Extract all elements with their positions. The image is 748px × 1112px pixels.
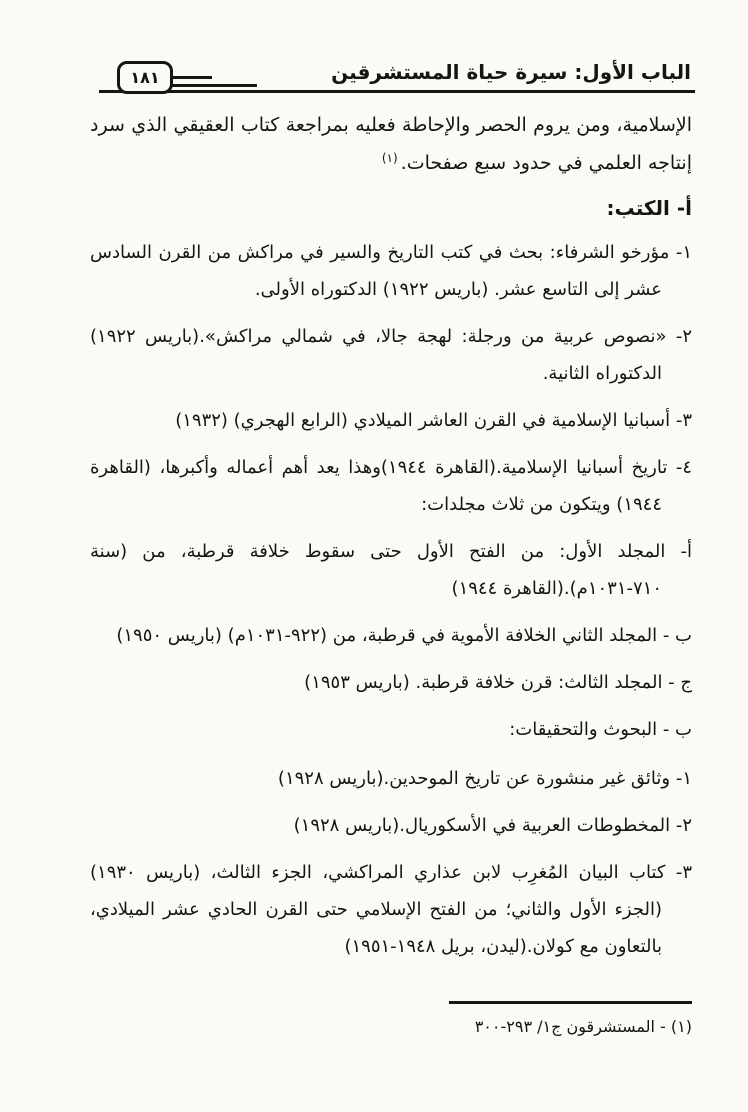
chapter-title: الباب الأول: سيرة حياة المستشرقين	[331, 60, 691, 84]
bibliography-entry-4c: ج - المجلد الثالث: قرن خلافة قرطبة. (باريس ١٩٥٣)	[304, 672, 692, 693]
header-rule	[99, 90, 695, 93]
page-number-badge	[117, 61, 173, 94]
bibliography-entry-3: ٣- أسبانيا الإسلامية في القرن العاشر الميلادي (الرابع الهجري) (١٩٣٢)	[175, 410, 692, 431]
footnote-text: (١) - المستشرقون ج١/ ٢٩٣-٣٠٠	[474, 1017, 692, 1036]
bibliography-entry-4a: أ- المجلد الأول: من الفتح الأول حتى سقوط خلافة قرطبة، من (سنة ٧١٠-١٠٣١م).(القاهرة ١٩٤٤)	[90, 541, 692, 599]
page-number: ١٨١	[130, 68, 160, 87]
footnote-separator	[449, 1001, 692, 1004]
bibliography-entry-4b: ب - المجلد الثاني الخلافة الأموية في قرطبة، من (٩٢٢-١٠٣١م) (باريس ١٩٥٠)	[116, 625, 692, 646]
footnote-ref: (١)	[381, 150, 398, 165]
bibliography-entry-b1: ١- وثائق غير منشورة عن تاريخ الموحدين.(باريس ١٩٢٨)	[277, 768, 692, 789]
section-a-heading: أ- الكتب:	[606, 196, 692, 220]
header-tick-line	[171, 76, 212, 79]
intro-paragraph	[90, 106, 692, 182]
section-b-heading: ب - البحوث والتحقيقات:	[509, 719, 692, 740]
intro-text: الإسلامية، ومن يروم الحصر والإحاطة فعليه بمراجعة كتاب العقيقي الذي سرد إنتاجه العلمي في حدود سبع صفحات.	[90, 114, 692, 174]
bibliography-entry-4: ٤- تاريخ أسبانيا الإسلامية.(القاهرة ١٩٤٤)وهذا يعد أهم أعماله وأكبرها، (القاهرة ١٩٤٤) ويتكون من ثلاث مجلدات:	[90, 457, 692, 515]
page-content	[90, 106, 692, 975]
bibliography-entry-2: ٢- «نصوص عربية من ورجلة: لهجة جالا، في شمالي مراكش».(باريس ١٩٢٢) الدكتوراه الثانية.	[90, 326, 692, 384]
bibliography-entry-b3: ٣- كتاب البيان المُغرِب لابن عذاري المراكشي، الجزء الثالث، (باريس ١٩٣٠) (الجزء الأول والثاني؛ من الفتح الإسلامي حتى القرن الحادي عشر الميلادي، بالتعاون مع كولان.(ليدن، بريل ١٩٤٨-١٩٥١)	[90, 862, 692, 957]
bibliography-entry-1: ١- مؤرخو الشرفاء: بحث في كتب التاريخ والسير في مراكش من القرن السادس عشر إلى التاسع عشر. (باريس ١٩٢٢) الدكتوراه الأولى.	[90, 242, 692, 300]
bibliography-entry-b2: ٢- المخطوطات العربية في الأسكوريال.(باريس ١٩٢٨)	[293, 815, 692, 836]
header-tick-line	[171, 84, 257, 87]
footnote	[372, 1001, 692, 1040]
